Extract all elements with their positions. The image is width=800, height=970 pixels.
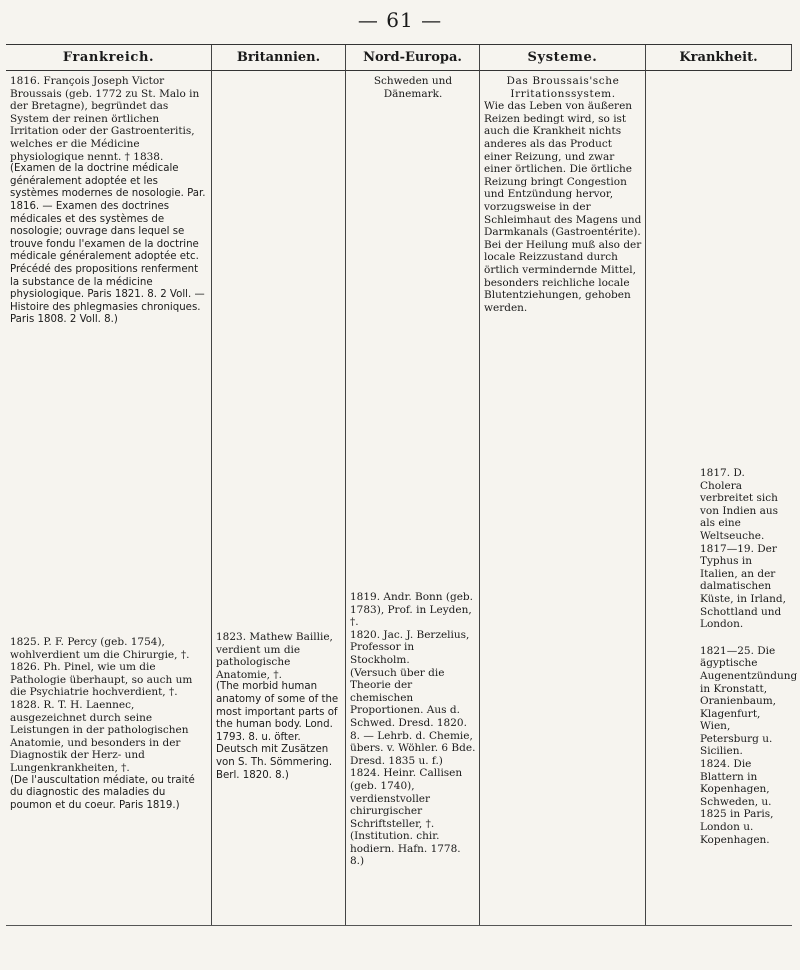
region-label: Schweden und Dänemark. <box>373 75 453 100</box>
broussais-text: 1816. François Joseph Victor Broussais (geb. 1772 zu St. Malo in der Bretagne), begründet das System der reinen örtlichen Irritation oder der Gastroenteritis, welches er die Médicine physiologique nennt. † 1838. <box>10 75 200 163</box>
callisen-text: 1824. Heinr. Callisen (geb. 1740), verdienstvoller chirurgischer Schriftsteller, †. <box>350 767 463 830</box>
column-systems <box>480 71 646 925</box>
page-number: — 61 — <box>357 8 443 32</box>
angina-text: 1821—25. Die ägyptische Augenentzündung in Kronstatt, Oranienbaum, Klagenfurt, Wien, Petersburg u. Sicilien. <box>700 644 798 758</box>
entry-disease <box>700 467 798 846</box>
callisen-works: (Institution. chir. hodiern. Hafn. 1778. 8.) <box>350 830 461 868</box>
baillie-text: 1823. Mathew Baillie, verdient um die pathologische Anatomie, †. <box>216 631 333 681</box>
cholera-text: 1817. D. Cholera verbreitet sich von Indien aus als eine Weltseuche. <box>700 467 779 542</box>
column-france <box>6 71 212 925</box>
entry-broussais <box>10 75 208 327</box>
header-britannien: Britannien. <box>212 45 346 71</box>
header-krankheit: Krankheit. <box>646 45 792 71</box>
entry-north <box>350 591 476 868</box>
column-britain <box>212 71 346 925</box>
nasse-text: 1819. Andr. Bonn (geb. 1783), Prof. in Leyden, †. <box>350 591 473 629</box>
entry-percy <box>10 636 208 812</box>
entry-baillie <box>216 631 342 782</box>
column-disease <box>646 71 798 925</box>
system-text: Wie das Leben von äußeren Reizen bedingt wird, so ist auch die Krankheit nichts anderes als das Product einer Reizung, und zwar einer örtlichen. Die örtliche Reizung bringt Congestion und Entzündung hervor, vorzugsweise in der Schleimhaut des Magens und Darmkanals (Gastroentérite). Bei der Heilung muß also der locale Reizzustand durch örtlich vermindernde Mittel, besonders reichliche locale Blutentziehungen, gehoben werden. <box>484 100 642 314</box>
header-frankreich: Frankreich. <box>6 45 212 71</box>
header-systeme: Systeme. <box>480 45 646 71</box>
header-nord-europa: Nord-Europa. <box>346 45 480 71</box>
pinel-text: 1826. Ph. Pinel, wie um die Pathologie überhaupt, so auch um die Psychiatrie hochverdient, †. <box>10 661 193 699</box>
pocken-text: 1824. Die Blattern in Kopenhagen, Schweden, u. <box>700 758 772 808</box>
entry-irritation-system <box>484 75 642 314</box>
history-table <box>6 44 798 926</box>
baillie-works: (The morbid human anatomy of some of the most important parts of the human body. Lond. 1793. 8. u. öfter. Deutsch mit Zusätzen von S. Th. Sömmering. Berl. 1820. 8.) <box>216 681 339 781</box>
paris-text: 1825 in Paris, London u. Kopenhagen. <box>700 808 774 846</box>
percy-text: 1825. P. F. Percy (geb. 1754), wohlverdient um die Chirurgie, †. <box>10 636 190 661</box>
broussais-works: (Examen de la doctrine médicale généralement adoptée et les systèmes modernes de nosologie. Par. 1816. — Examen des doctrines médicales et des systèmes de nosologie; ouvrage dans lequel se trouve fondu l'examen de la doctrine médicale généralement adoptée etc. Précédé des propositions renferment la substance de la médicine physiologique. Paris 1821. 8. 2 Voll. — Histoire des phlegmasies chroniques. Paris 1808. 2 Voll. 8.) <box>10 163 206 326</box>
typhus-text: 1817—19. Der Typhus in Italien, an der dalmatischen Küste, in Irland, Schottland und London. <box>700 542 786 631</box>
laennec-works: (De l'auscultation médiate, ou traité du diagnostic des maladies du poumon et du coeur. Paris 1819.) <box>10 774 195 811</box>
column-north-europe <box>346 71 480 925</box>
system-title: Das Broussais'sche Irritationssystem. <box>506 75 620 100</box>
berzelius-text: 1820. Jac. J. Berzelius, Professor in Stockholm. <box>350 628 470 666</box>
laennec-text: 1828. R. T. H. Laennec, ausgezeichnet durch seine Leistungen in der pathologischen Anatomie, und besonders in der Diagnostik der Herz- und Lungenkrankheiten, †. <box>10 698 189 774</box>
berzelius-works: (Versuch über die Theorie der chemischen Proportionen. Aus d. Schwed. Dresd. 1820. 8. — Lehrb. d. Chemie, übers. v. Wöhler. 6 Bde. Dresd. 1835 u. f.) <box>350 666 476 767</box>
